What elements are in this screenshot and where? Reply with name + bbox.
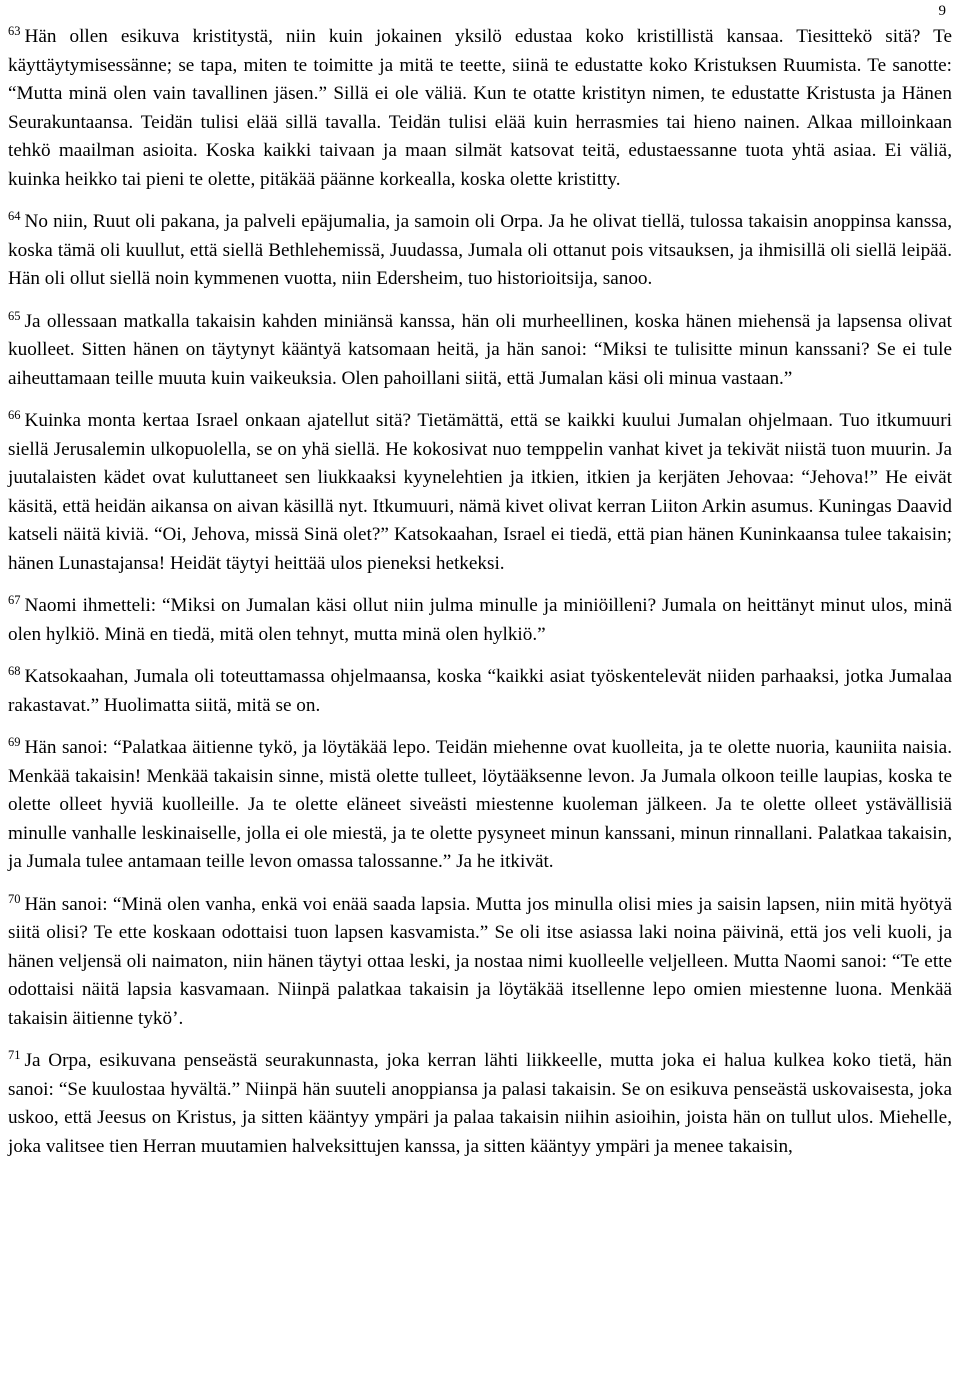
paragraph-number: 68 bbox=[8, 664, 21, 679]
paragraph-67 bbox=[8, 592, 952, 649]
paragraph-text: Kuinka monta kertaa Israel onkaan ajatellut sitä? Tietämättä, että se kaikki kuului Jumalan ohjelmaan. Tuo itkumuuri siellä Jerusalemin ulkopuolella, se on yhä siellä. He kokosivat nuo temppelin vanhat kivet ja tekivät niistä tuon muurin. Ja juutalaisten kädet ovat kuluttaneet sen liukkaaksi kyynelehtien ja itkien, itkien ja kerjäten Jehovaa: “Jehova!” He eivät käsitä, että heidän aikansa on aivan käsillä nyt. Itkumuuri, nämä kivet olivat kerran Liiton Arkin asumus. Kuningas Daavid katseli näitä kiviä. “Oi, Jehova, missä Sinä olet?” Katsokaahan, Israel ei tiedä, että pian hänen Kuninkaansa tulee takaisin; hänen Lunastajansa! Heidät täytyi heittää ulos pieneksi hetkeksi. bbox=[8, 410, 952, 574]
paragraph-69 bbox=[8, 734, 952, 877]
paragraph-text: No niin, Ruut oli pakana, ja palveli epäjumalia, ja samoin oli Orpa. Ja he olivat tiellä, tulossa takaisin anoppinsa kanssa, koska tämä oli kuullut, että siellä Bethlehemissä, Juudassa, Jumala oli ottanut pois vitsauksen, ja ihmisillä oli siellä leipää. Hän oli ollut siellä noin kymmenen vuotta, niin Edersheim, tuo historioitsija, sanoo. bbox=[8, 211, 952, 289]
paragraph-65 bbox=[8, 308, 952, 394]
paragraph-64 bbox=[8, 208, 952, 294]
paragraph-70 bbox=[8, 891, 952, 1034]
paragraph-text: Hän ollen esikuva kristitystä, niin kuin jokainen yksilö edustaa koko kristillistä kansaa. Tiesittekö sitä? Te käyttäytymisessänne; se tapa, miten te toimitte ja mitä te teette, siinä te edustatte koko Kristuksen Ruumista. Te sanotte: “Mutta minä olen vain tavallinen jäsen.” Sillä ei ole väliä. Kun te otatte kristityn nimen, te edustatte Kristusta ja Hänen Seurakuntaansa. Teidän tulisi elää sillä tavalla. Teidän tulisi elää kuin herrasmies tai hieno nainen. Alkaa milloinkaan tehkö maailman asioita. Koska kaikki taivaan ja maan silmät katsovat teitä, edustaessanne tuota yhtä asiaa. Ei väliä, kuinka heikko tai pieni te olette, pitäkää päänne korkealla, koska olette kristitty. bbox=[8, 26, 952, 190]
paragraph-text: Ja Orpa, esikuvana penseästä seurakunnasta, joka kerran lähti liikkeelle, mutta joka ei halua kulkea koko tietä, hän sanoi: “Se kuulostaa hyvältä.” Niinpä hän suuteli anoppiansa ja palasi takaisin. Se on esikuva penseästä uskovaisesta, joka uskoo, että Jeesus on Kristus, ja sitten kääntyy ympäri ja palaa takaisin niihin asioihin, joista hän on tullut ulos. Miehelle, joka valitsee tien Herran muutamien halveksittujen kanssa, ja sitten kääntyy ympäri ja menee takaisin, bbox=[8, 1050, 952, 1157]
document-body bbox=[8, 23, 952, 1175]
paragraph-68 bbox=[8, 663, 952, 720]
paragraph-number: 67 bbox=[8, 593, 21, 608]
paragraph-text: Hän sanoi: “Palatkaa äitienne tykö, ja löytäkää lepo. Teidän miehenne ovat kuolleita, ja te olette nuoria, kauniita naisia. Menkää takaisin! Menkää takaisin sinne, mistä olette tulleet, löytääksenne levon. Ja Jumala olkoon teille laupias, koska te olette olleet hyviä kuolleille. Ja te olette eläneet siveästi miestenne kuoleman jälkeen. Ja te olette olleet ystävällisiä minulle vanhalle leskinaiselle, jolla ei ole miestä, ja te olette pysyneet minun kanssani, minun rinnallani. Palatkaa takaisin, ja Jumala tulee antamaan teille levon omassa talossanne.” Ja he itkivät. bbox=[8, 737, 952, 872]
paragraph-number: 66 bbox=[8, 408, 21, 423]
paragraph-71 bbox=[8, 1047, 952, 1161]
paragraph-63 bbox=[8, 23, 952, 194]
paragraph-number: 71 bbox=[8, 1048, 21, 1063]
paragraph-number: 63 bbox=[8, 24, 21, 39]
paragraph-number: 65 bbox=[8, 308, 21, 323]
paragraph-text: Hän sanoi: “Minä olen vanha, enkä voi enää saada lapsia. Mutta jos minulla olisi mies ja saisin lapsen, niin mitä hyötyä siitä olisi? Te ette koskaan odottaisi tuon lapsen kasvamista.” Se oli itse asiassa laki noina päivinä, että jos veli kuoli, ja hänen veljensä oli naimaton, niin hänen täytyi ottaa leski, ja nostaa nimi kuolleelle veljelleen. Mutta Naomi sanoi: “Te ette odottaisi näitä lapsia kasvamaan. Niinpä palatkaa takaisin ja löytäkää itsellenne lepo omien miestenne luona. Menkää takaisin äitienne tykö’. bbox=[8, 893, 952, 1029]
page-number: 9 bbox=[938, 3, 946, 19]
paragraph-text: Naomi ihmetteli: “Miksi on Jumalan käsi ollut niin julma minulle ja miniöilleni? Jumala on heittänyt minut ulos, minä olen hylkiö. Minä en tiedä, mitä olen tehnyt, mutta minä olen hylkiö.” bbox=[8, 595, 952, 645]
paragraph-text: Katsokaahan, Jumala oli toteuttamassa ohjelmaansa, koska “kaikki asiat työskentelevät niiden parhaaksi, jotka Jumalaa rakastavat.” Huolimatta siitä, mitä se on. bbox=[8, 666, 952, 716]
paragraph-66 bbox=[8, 407, 952, 578]
paragraph-number: 64 bbox=[8, 209, 21, 224]
paragraph-text: Ja ollessaan matkalla takaisin kahden miniänsä kanssa, hän oli murheellinen, koska hänen miehensä ja lapsensa olivat kuolleet. Sitten hänen on täytynyt kääntyä katsomaan heitä, ja hän sanoi: “Miksi te tulisitte minun kanssani? Se ei tule aiheuttamaan teille muuta kuin vaikeuksia. Olen pahoillani siitä, että Jumalan käsi oli minua vastaan.” bbox=[8, 310, 952, 389]
paragraph-number: 69 bbox=[8, 735, 21, 750]
paragraph-number: 70 bbox=[8, 891, 21, 906]
